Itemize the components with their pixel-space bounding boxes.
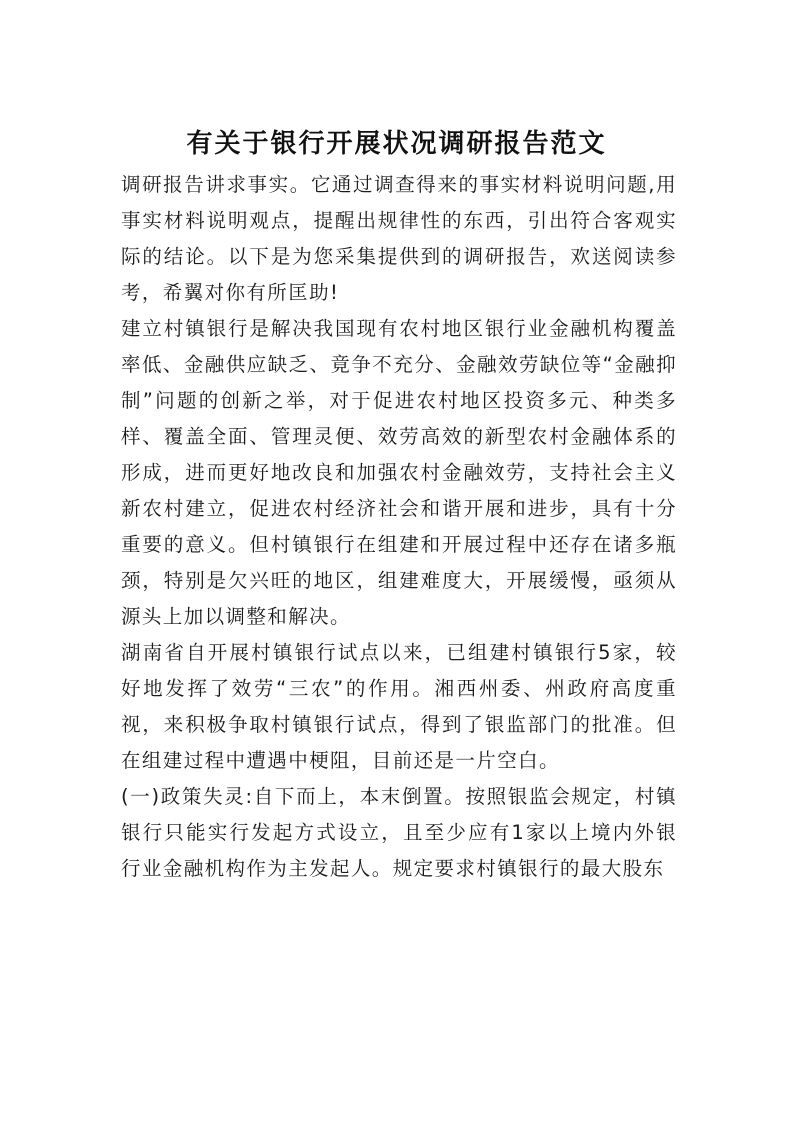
paragraph-policy-failure: (一)政策失灵:自下而上，本末倒置。按照银监会规定，村镇银行只能实行发起方式设立，且至少应有1家以上境内外银行业金融机构作为主发起人。规定要求村镇银行的最大股东: [121, 785, 677, 880]
document-title: 有关于银行开展状况调研报告范文: [186, 129, 607, 159]
document-body: [121, 167, 677, 887]
paragraph-hunan: 湖南省自开展村镇银行试点以来，已组建村镇银行5家，较好地发挥了效劳“三农”的作用。湘西州委、州政府高度重视，来积极争取村镇银行试点，得到了银监部门的批准。但在组建过程中遭遇中梗阻，目前还是一片空白。: [121, 641, 677, 772]
paragraph-village-banks: 建立村镇银行是解决我国现有农村地区银行业金融机构覆盖率低、金融供应缺乏、竟争不充分、金融效劳缺位等“金融抑制”问题的创新之举，对于促进农村地区投资多元、种类多样、覆盖全面、管理灵便、效劳高效的新型农村金融体系的形成，进而更好地改良和加强农村金融效劳，支持社会主义新农村建立，促进农村经济社会和谐开展和进步，具有十分重要的意义。但村镇银行在组建和开展过程中还存在诸多瓶颈，特别是欠兴旺的地区，组建难度大，开展缓慢，亟须从源头上加以调整和解决。: [121, 317, 677, 628]
paragraph-intro: 调研报告讲求事实。它通过调查得来的事实材料说明问题,用事实材料说明观点，提醒出规律性的东西，引出符合客观实际的结论。以下是为您采集提供到的调研报告，欢送阅读参考，希翼对你有所匡助!: [121, 173, 677, 304]
